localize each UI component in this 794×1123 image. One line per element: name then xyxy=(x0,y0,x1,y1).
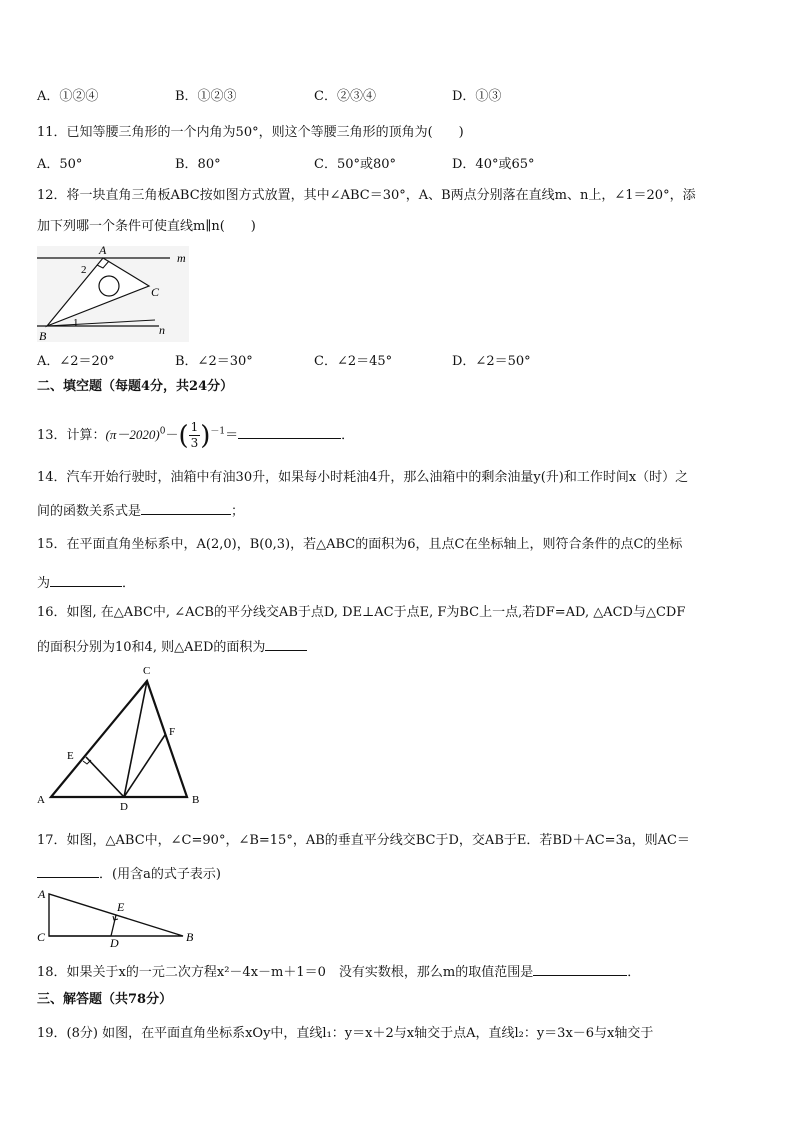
label-b: B xyxy=(192,794,200,806)
q17-line2 xyxy=(37,863,221,884)
q13-zero: 0 xyxy=(159,426,166,437)
q14-line2 xyxy=(37,500,244,521)
q13-den: 3 xyxy=(190,436,199,450)
q16-line2 xyxy=(37,636,307,657)
label-c: C xyxy=(151,285,160,299)
label-angle-1: 1 xyxy=(73,317,79,329)
q13-line: 13．计算：$(\pi-2020)^0-$( $\frac{1}{3}$ )$^{-1}$＝ ． xyxy=(37,420,355,451)
label-a: A xyxy=(99,243,107,257)
label-f: F xyxy=(169,726,176,738)
q12-option-d: D．∠2＝50° xyxy=(452,354,531,369)
q16-line1: 16．如图, 在△ABC中, ∠ACB的平分线交AB于点D, DE⊥AC于点E, F为BC上一点,若DF=AD, △ACD与△CDF xyxy=(37,605,686,620)
q12-stem-line1: 12．将一块直角三角板ABC按如图方式放置，其中∠ABC＝30°，A、B两点分别落在直线m、n上，∠1＝20°，添 xyxy=(37,188,696,203)
q11-option-b: B．80° xyxy=(175,157,221,172)
q10-option-c: C．②③④ xyxy=(314,89,376,104)
q17-line2-text: ．(用含a的式子表示) xyxy=(99,867,221,882)
q17-line1: 17．如图，△ABC中，∠C=90°，∠B=15°，AB的垂直平分线交BC于D，交AB于E．若BD＋AC=3a，则AC＝ xyxy=(37,833,690,848)
q18-text: 18．如果关于x的一元二次方程x²－4x－m＋1＝0 没有实数根，那么m的取值范围是 xyxy=(37,965,534,980)
segment-de xyxy=(86,757,124,797)
label-e: E xyxy=(67,750,74,762)
q15-end: ． xyxy=(122,576,136,591)
label-c: C xyxy=(37,930,46,944)
q15-answer-blank[interactable] xyxy=(50,572,122,587)
q13-num: 1 xyxy=(190,420,199,434)
q12-option-b: B．∠2＝30° xyxy=(175,354,253,369)
q15-line2 xyxy=(37,572,135,593)
q14-end: ； xyxy=(231,504,245,519)
q10-option-b: B．①②③ xyxy=(175,89,237,104)
q10-option-d: D．①③ xyxy=(452,89,502,104)
q12-option-a: A．∠2＝20° xyxy=(37,354,115,369)
q17-answer-blank[interactable] xyxy=(37,863,99,878)
q14-line2-text: 间的函数关系式是 xyxy=(37,504,142,519)
section3-heading: 三、解答题（共78分） xyxy=(37,992,173,1007)
q13-pi-part: (π－2020) xyxy=(105,427,160,442)
q16-line2-text: 的面积分别为10和4, 则△AED的面积为 xyxy=(37,640,266,655)
q15-line1: 15．在平面直角坐标系中，A(2,0)，B(0,3)，若△ABC的面积为6，且点C在坐标轴上，则符合条件的点C的坐标 xyxy=(37,537,683,552)
q13-exp: －1 xyxy=(210,426,226,437)
q13-end: ． xyxy=(341,428,355,443)
label-b: B xyxy=(186,930,194,944)
q11-stem: 11．已知等腰三角形的一个内角为50°，则这个等腰三角形的顶角为( ) xyxy=(37,125,464,140)
q11-option-a: A．50° xyxy=(37,157,83,172)
q14-line1: 14．汽车开始行驶时，油箱中有油30升，如果每小时耗油4升，那么油箱中的剩余油量y(升)和工作时间x（时）之 xyxy=(37,470,689,485)
q16-answer-blank[interactable] xyxy=(265,636,307,651)
q13-eq: ＝ xyxy=(225,428,239,443)
q12-option-c: C．∠2＝45° xyxy=(314,354,393,369)
q18-answer-blank[interactable] xyxy=(533,961,627,976)
q13-prefix: 13．计算： xyxy=(37,428,106,443)
label-c: C xyxy=(143,665,151,677)
q19-line1: 19．(8分) 如图，在平面直角坐标系xOy中，直线l₁：y＝x＋2与x轴交于点A，直线l₂：y＝3x－6与x轴交于 xyxy=(37,1026,654,1041)
label-d: D xyxy=(110,936,119,950)
label-angle-2: 2 xyxy=(81,264,87,276)
q12-figure xyxy=(37,243,189,343)
q18-end: ． xyxy=(627,965,641,980)
label-a: A xyxy=(38,887,46,901)
q10-option-a: A．①②④ xyxy=(37,89,99,104)
label-m: m xyxy=(177,251,186,265)
triangle-hole xyxy=(99,276,119,296)
q14-answer-blank[interactable] xyxy=(141,500,231,515)
q16-figure xyxy=(37,663,207,813)
q12-stem-line2: 加下列哪一个条件可使直线m∥n( ) xyxy=(37,219,256,234)
q13-answer-blank[interactable] xyxy=(238,424,341,439)
section2-heading: 二、填空题（每题4分，共24分） xyxy=(37,379,234,394)
q17-figure xyxy=(37,886,202,948)
label-e: E xyxy=(117,900,125,914)
label-b: B xyxy=(39,329,47,343)
label-d: D xyxy=(120,801,128,813)
q18-line xyxy=(37,961,640,982)
label-a: A xyxy=(37,794,45,806)
q11-option-c: C．50°或80° xyxy=(314,157,397,172)
q11-option-d: D．40°或65° xyxy=(452,157,535,172)
label-n: n xyxy=(159,323,165,337)
triangle-abc xyxy=(51,681,187,797)
q15-line2-text: 为 xyxy=(37,576,51,591)
